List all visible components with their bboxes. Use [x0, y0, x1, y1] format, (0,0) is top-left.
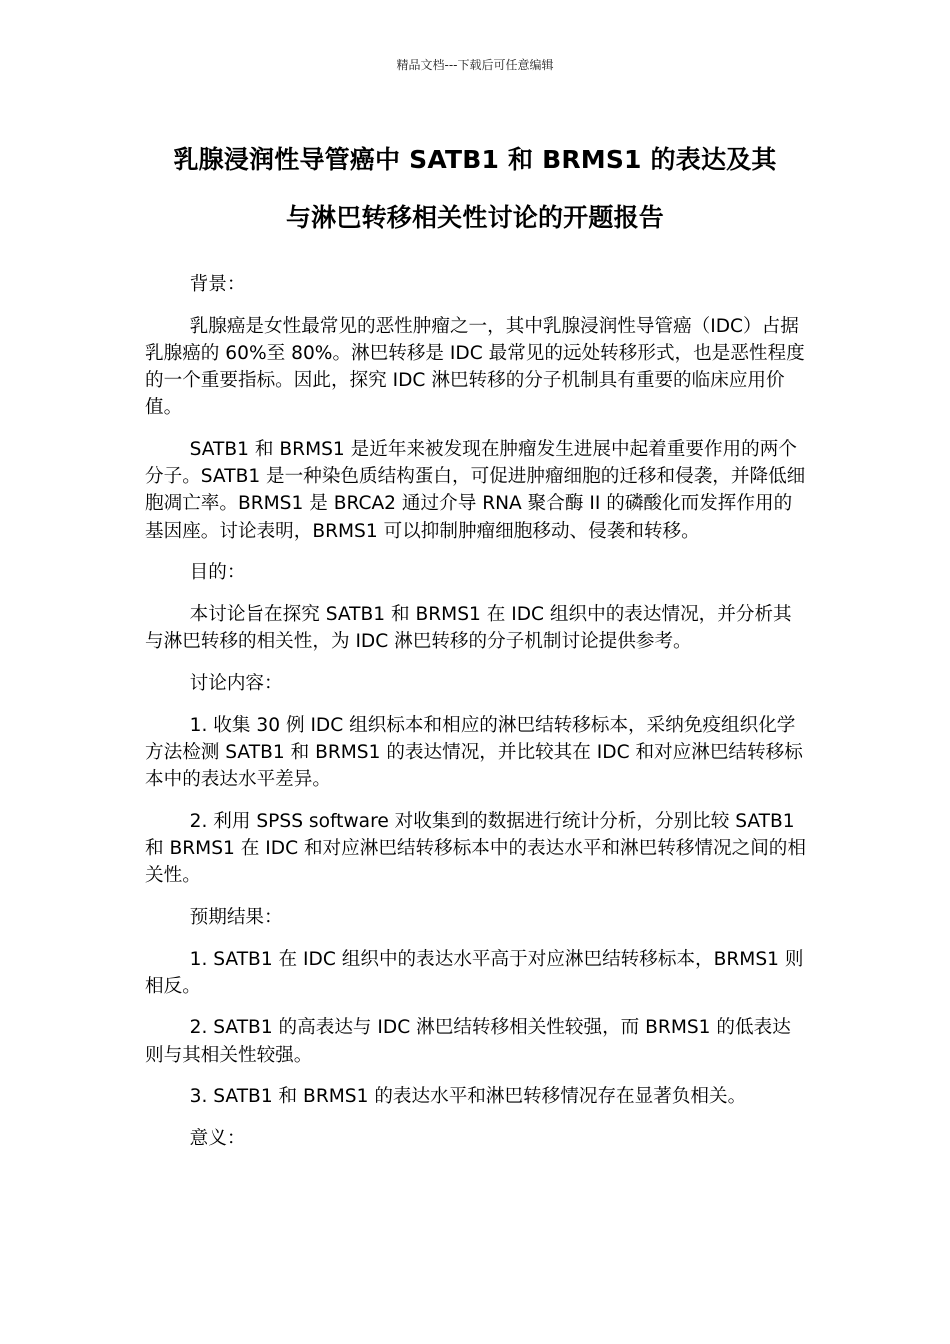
paragraph-result-2: 2. SATB1 的高表达与 IDC 淋巴结转移相关性较强，而 BRMS1 的低表达则与其相关性较强。	[145, 1017, 791, 1066]
paragraph-content-2: 2. 利用 SPSS software 对收集到的数据进行统计分析，分别比较 SATB1 和 BRMS1 在 IDC 和对应淋巴结转移标本中的表达水平和淋巴转移情况之间的相关性。	[145, 810, 806, 887]
paragraph-background-2: SATB1 和 BRMS1 是近年来被发现在肿瘤发生进展中起着重要作用的两个分子。SATB1 是一种染色质结构蛋白，可促进肿瘤细胞的迁移和侵袭，并降低细胞凋亡率。BRMS1 是 BRCA2 通过介导 RNA 聚合酶 II 的磷酸化而发挥作用的基因座。讨论表明，BRMS1 可以抑制肿瘤细胞移动、侵袭和转移。	[145, 439, 806, 542]
section-heading-background: 背景：	[189, 274, 246, 295]
document-body	[145, 271, 807, 1167]
section-heading-content: 讨论内容：	[189, 672, 283, 694]
header-note: 精品文档---下载后可任意编辑	[396, 58, 554, 72]
section-heading-expected-results: 预期结果：	[189, 906, 283, 928]
section-heading-purpose: 目的：	[189, 562, 246, 584]
paragraph-content-1: 1. 收集 30 例 IDC 组织标本和相应的淋巴结转移标本，采纳免疫组织化学方法检测 SATB1 和 BRMS1 的表达情况，并比较其在 IDC 和对应淋巴结转移标本中的表达水平差异。	[145, 714, 803, 791]
title-line-1: 乳腺浸润性导管癌中 SATB1 和 BRMS1 的表达及其	[173, 145, 777, 174]
document-title	[120, 131, 830, 247]
paragraph-purpose: 本讨论旨在探究 SATB1 和 BRMS1 在 IDC 组织中的表达情况，并分析其与淋巴转移的相关性，为 IDC 淋巴转移的分子机制讨论提供参考。	[145, 604, 792, 653]
section-heading-significance: 意义：	[189, 1128, 246, 1150]
paragraph-background-1: 乳腺癌是女性最常见的恶性肿瘤之一，其中乳腺浸润性导管癌（IDC）占据乳腺癌的 60%至 80%。淋巴转移是 IDC 最常见的远处转移形式，也是恶性程度的一个重要指标。因此，探究 IDC 淋巴转移的分子机制具有重要的临床应用价值。	[145, 315, 805, 419]
paragraph-result-1: 1. SATB1 在 IDC 组织中的表达水平高于对应淋巴结转移标本，BRMS1 则相反。	[145, 948, 804, 997]
paragraph-result-3: 3. SATB1 和 BRMS1 的表达水平和淋巴转移情况存在显著负相关。	[189, 1086, 747, 1108]
title-line-2: 与淋巴转移相关性讨论的开题报告	[285, 203, 664, 232]
